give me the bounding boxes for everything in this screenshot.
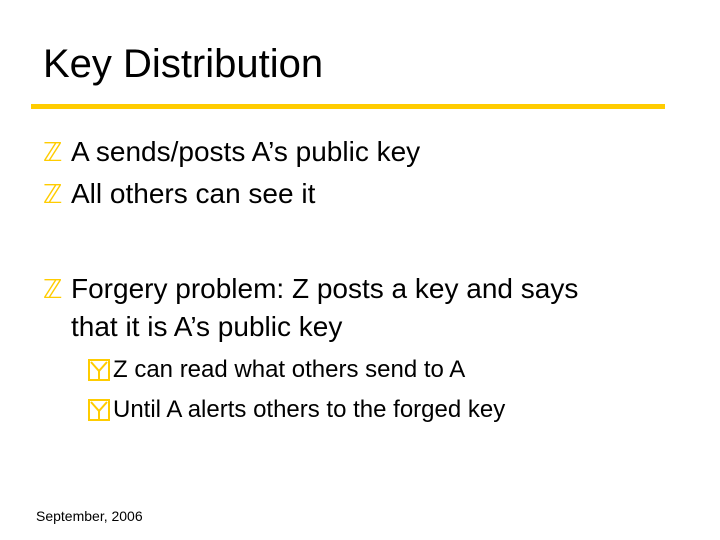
slide-title: Key Distribution — [43, 42, 324, 86]
bullet-text: Forgery problem: Z posts a key and says — [71, 273, 579, 304]
sub-bullet-item — [88, 393, 505, 427]
bullet-text: A sends/posts A’s public key — [71, 136, 421, 167]
bullet-continuation: that it is A’s public key — [71, 311, 343, 342]
checkbox-bullet-icon — [88, 359, 110, 381]
bullet-item — [43, 268, 578, 310]
bullet-text: All others can see it — [71, 178, 316, 209]
z-bullet-icon: ℤ — [43, 274, 63, 304]
footer-date: September, 2006 — [36, 508, 143, 524]
sub-bullet-item — [88, 353, 465, 387]
sub-bullet-text: Until A alerts others to the forged key — [113, 396, 506, 423]
z-bullet-icon: ℤ — [43, 137, 63, 167]
sub-bullet-text: Z can read what others send to A — [113, 356, 466, 383]
bullet-item — [43, 173, 315, 215]
title-underline — [31, 104, 665, 109]
z-bullet-icon: ℤ — [43, 179, 63, 209]
checkbox-bullet-icon — [88, 399, 110, 421]
bullet-item — [43, 131, 420, 173]
